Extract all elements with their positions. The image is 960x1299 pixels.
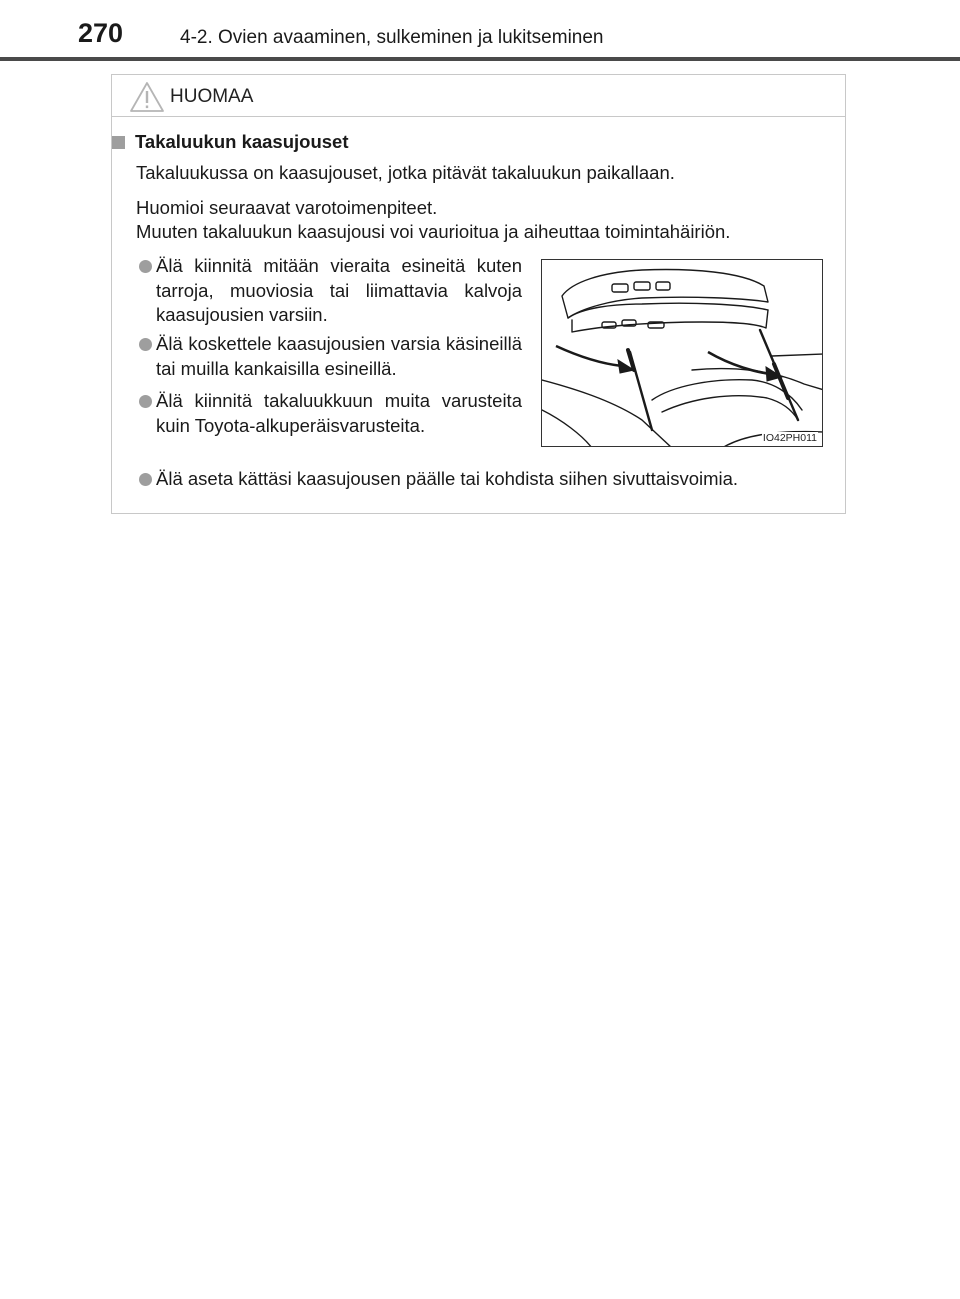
bullet-text: Älä koskettele kaasujousien varsia käsineillä tai muilla kankaisilla esineillä. bbox=[156, 333, 522, 379]
caution-line-2: Muuten takaluukun kaasujousi voi vaurioitua ja aiheuttaa toimintahäiriön. bbox=[136, 221, 731, 242]
caution-line-1: Huomioi seuraavat varotoimenpiteet. bbox=[136, 197, 438, 218]
bullet-item bbox=[130, 254, 522, 328]
page-number: 270 bbox=[78, 18, 124, 48]
bullet-dot-icon bbox=[139, 473, 152, 486]
subheading bbox=[112, 131, 349, 153]
bullet-text: Älä kiinnitä takaluukkuun muita varusteita kuin Toyota-alkuperäisvarusteita. bbox=[156, 390, 522, 436]
bullet-text: Älä aseta kättäsi kaasujousen päälle tai kohdista siihen sivuttaisvoimia. bbox=[156, 468, 739, 489]
warning-triangle-icon bbox=[129, 81, 165, 113]
bullet-dot-icon bbox=[139, 395, 152, 408]
bullet-dot-icon bbox=[139, 338, 152, 351]
section-title: 4-2. Ovien avaaminen, sulkeminen ja lukitseminen bbox=[180, 27, 604, 48]
figure-code: IO42PH011 bbox=[762, 432, 817, 444]
notice-header bbox=[112, 75, 845, 117]
liftgate-gas-struts-drawing bbox=[542, 260, 823, 447]
bullet-dot-icon bbox=[139, 260, 152, 273]
liftgate-illustration bbox=[541, 259, 823, 447]
subheading-text: Takaluukun kaasujouset bbox=[135, 131, 349, 152]
notice-label: HUOMAA bbox=[170, 86, 254, 107]
intro-paragraph: Takaluukussa on kaasujouset, jotka pitävät takaluukun paikallaan. bbox=[136, 162, 675, 183]
bullet-item bbox=[130, 467, 830, 492]
bullet-item bbox=[130, 332, 522, 381]
bullet-item bbox=[130, 389, 522, 438]
notice-box bbox=[111, 74, 846, 514]
header-rule bbox=[0, 57, 960, 61]
square-bullet-icon bbox=[112, 136, 125, 149]
bullet-text: Älä kiinnitä mitään vieraita esineitä kuten tarroja, muoviosia tai liimattavia kalvoja kaasujousien varsiin. bbox=[156, 255, 522, 325]
